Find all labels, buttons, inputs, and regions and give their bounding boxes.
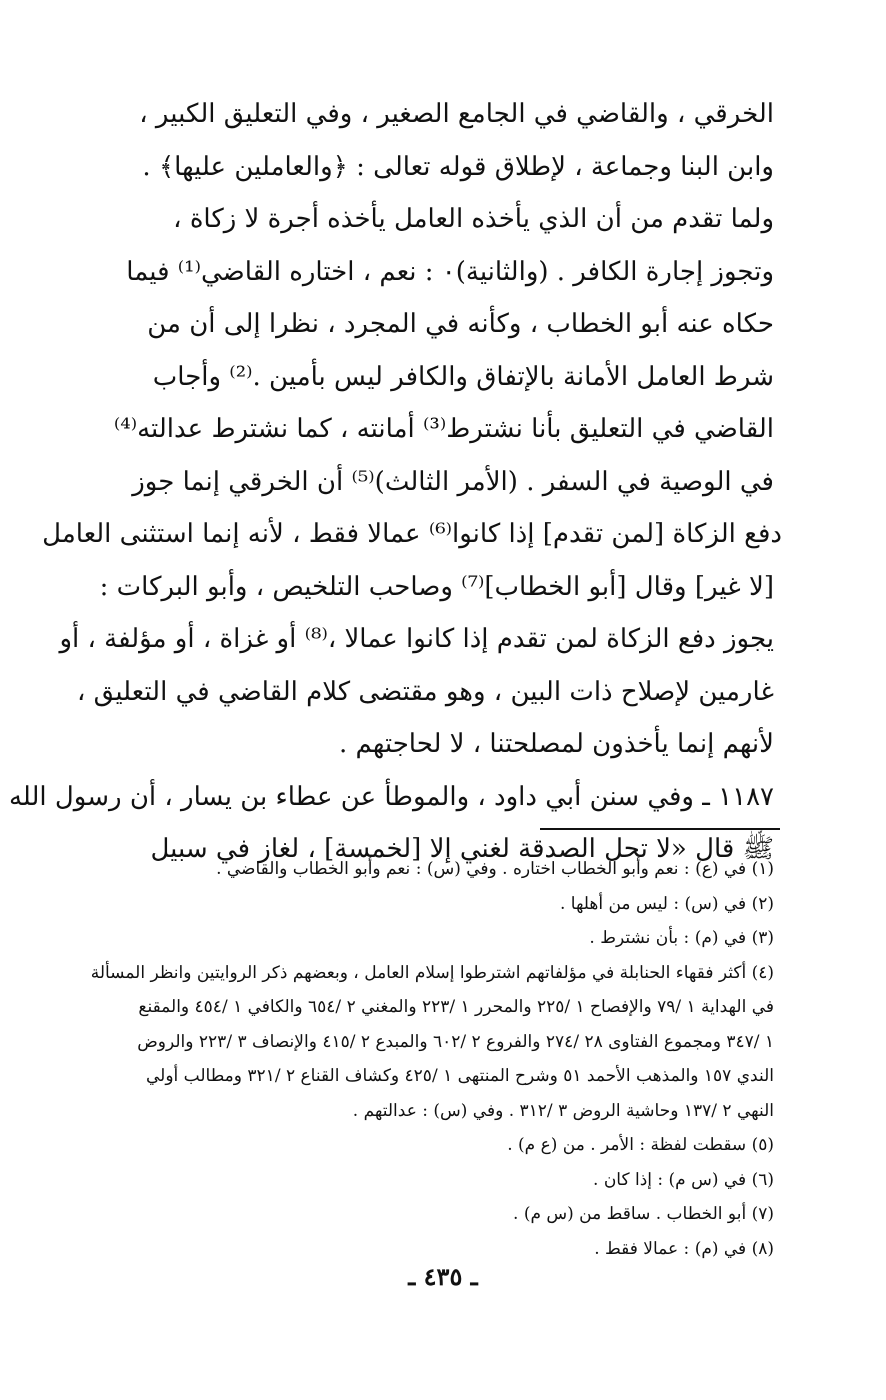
footnote-1: (١) في (ع) : نعم وأبو الخطاب اختاره . وفي (س) : نعم وأبو الخطاب والقاضي . (216, 859, 774, 879)
main-text-block (8, 88, 782, 876)
page-number: ـ ٤٣٥ ـ (408, 1262, 478, 1291)
main-text-line-15: ﷺ قال «لا تحل الصدقة لغني إلا [لخمسة] ، لغاز في سبيل (150, 834, 774, 864)
main-text-line-6: شرط العامل الأمانة بالإتفاق والكافر ليس بأمين .⁽²⁾ وأجاب (152, 361, 774, 392)
main-text-line-5: حكاه عنه أبو الخطاب ، وكأنه في المجرد ، نظرا إلى أن من (147, 309, 774, 339)
main-text-line-11: يجوز دفع الزكاة لمن تقدم إذا كانوا عمالا ،⁽⁸⁾ أو غزاة ، أو مؤلفة ، أو (59, 624, 774, 654)
footnote-8: (٨) في (م) : عمالا فقط . (594, 1238, 774, 1259)
hadith-number-line: ١١٨٧ ـ وفي سنن أبي داود ، والموطأ عن عطاء بن يسار ، أن رسول الله (8, 781, 774, 812)
main-text-line-4: وتجوز إجارة الكافر . (والثانية)٠ : نعم ، اختاره القاضي⁽¹⁾ فيما (126, 256, 774, 287)
main-text-line-7: القاضي في التعليق بأنا نشترط⁽³⁾ أمانته ، كما نشترط عدالته⁽⁴⁾ (113, 414, 774, 444)
footnotes-block (90, 852, 774, 1266)
footnote-3: (٣) في (م) : بأن نشترط . (589, 928, 774, 948)
footnote-4-continued: ١ /٣٤٧ ومجموع الفتاوى ٢٨ /٢٧٤ والفروع ٢ /٦٠٢ والمبدع ٢ /٤١٥ والإنصاف ٣ /٢٢٣ والروض (137, 1031, 774, 1052)
main-text-line-8: في الوصية في السفر . (الأمر الثالث)⁽⁵⁾ أن الخرقي إنما جوز (132, 466, 774, 497)
main-text-line-9: دفع الزكاة [لمن تقدم] إذا كانوا⁽⁶⁾ عمالا فقط ، لأنه إنما استثنى العامل (42, 519, 782, 549)
main-text-line-13: لأنهم إنما يأخذون لمصلحتنا ، لا لحاجتهم . (339, 729, 774, 759)
footnote-4: (٤) أكثر فقهاء الحنابلة في مؤلفاتهم اشترطوا إسلام العامل ، وبعضهم ذكر الروايتين وانظر المسألة (90, 962, 774, 983)
footnote-4-continued: الندي ١٥٧ والمذهب الأحمد ٥١ وشرح المنتهى ١ /٤٢٥ وكشاف القناع ٢ /٣٢١ ومطالب أولي (146, 1066, 774, 1086)
footnote-6: (٦) في (س م) : إذا كان . (593, 1169, 774, 1190)
footnote-4-continued: في الهداية ١ /٧٩ والإفصاح ١ /٢٢٥ والمحرر ١ /٢٢٣ والمغني ٢ /٦٥٤ والكافي ١ /٤٥٤ والمقنع (138, 997, 774, 1017)
footnote-separator (540, 828, 780, 830)
main-text-line-12: غارمين لإصلاح ذات البين ، وهو مقتضى كلام القاضي في التعليق ، (76, 676, 774, 707)
footnote-2: (٢) في (س) : ليس من أهلها . (559, 893, 774, 914)
main-text-line-2: وابن البنا وجماعة ، لإطلاق قوله تعالى : ﴿والعاملين عليها﴾ . (142, 151, 774, 182)
main-text-line-1: الخرقي ، والقاضي في الجامع الصغير ، وفي التعليق الكبير ، (139, 99, 774, 129)
footnote-7: (٧) أبو الخطاب . ساقط من (س م) . (513, 1204, 774, 1224)
main-text-line-3: ولما تقدم من أن الذي يأخذه العامل يأخذه أجرة لا زكاة ، (173, 204, 774, 234)
main-text-line-10: [لا غير] وقال [أبو الخطاب]⁽⁷⁾ وصاحب التلخيص ، وأبو البركات : (99, 571, 774, 602)
footnote-5: (٥) سقطت لفظة : الأمر . من (ع م) . (507, 1135, 774, 1155)
footnote-4-continued: النهي ٢ /١٣٧ وحاشية الروض ٣ /٣١٢ . وفي (س) : عدالتهم . (352, 1100, 774, 1121)
